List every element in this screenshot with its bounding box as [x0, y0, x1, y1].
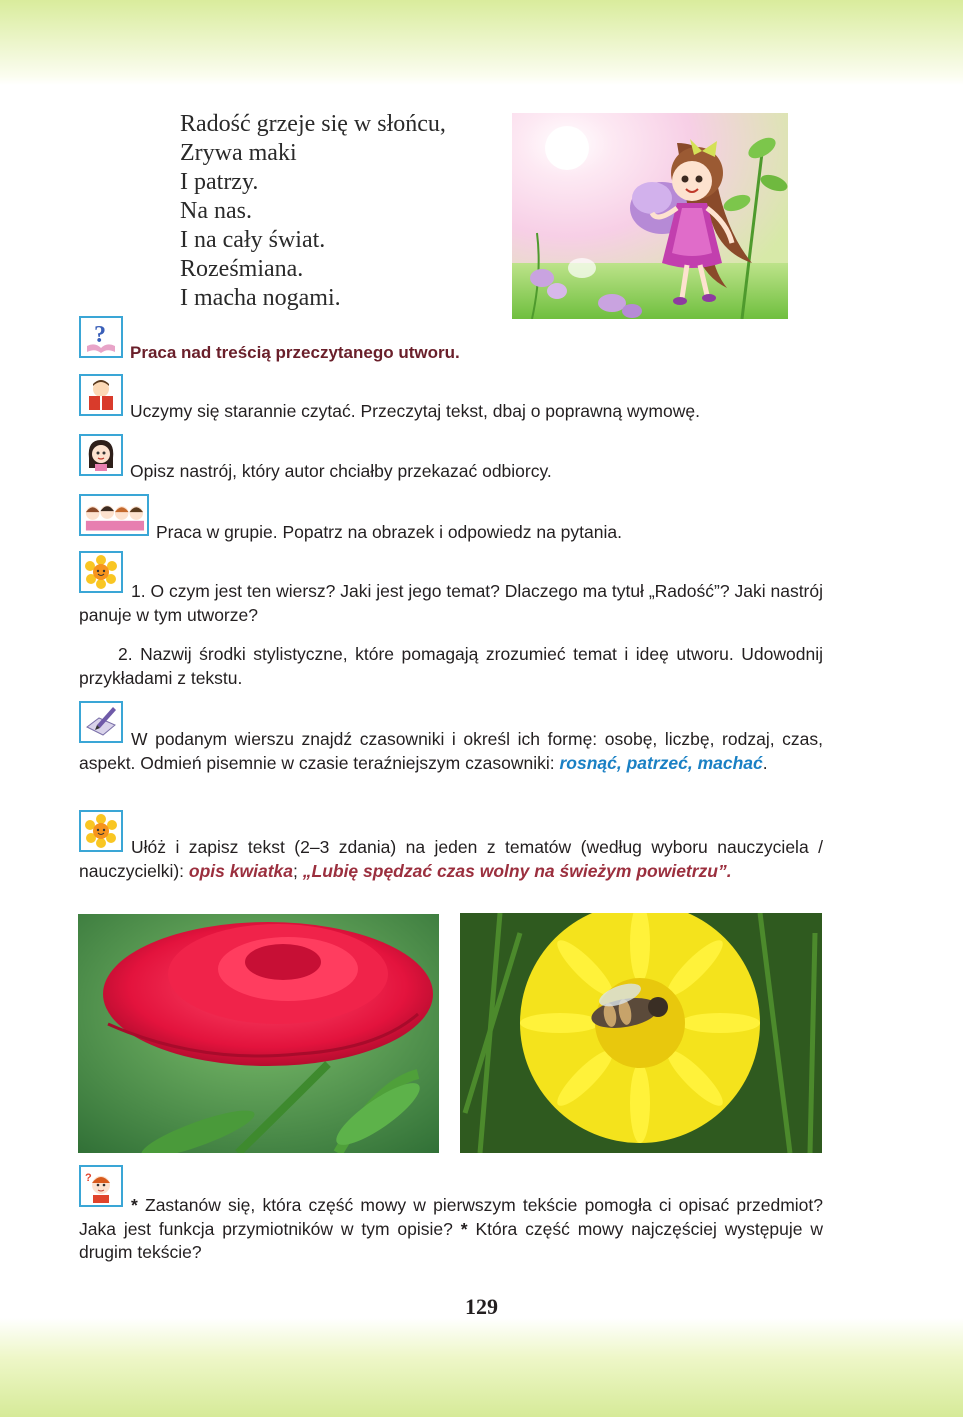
topic-separator: ;	[293, 860, 298, 881]
topic-2: „Lubię spędzać czas wolny na świeżym powietrzu”	[302, 860, 727, 881]
compose-end: .	[726, 860, 732, 881]
reading-boy-icon	[79, 374, 123, 416]
poem-line: I na cały świat.	[180, 227, 326, 253]
poem-line: Roześmiana.	[180, 256, 304, 282]
task-compose-text: Ułóż i zapisz tekst (2–3 zdania) na jeden z tematów (według wyboru nauczyciela / nauczycielki):	[79, 837, 823, 881]
question-1: 1. O czym jest ten wiersz? Jaki jest jego temat? Dlaczego ma tytuł „Radość”? Jaki nastrój panuje w tym utworze?	[79, 581, 823, 625]
page-number: 129	[465, 1294, 498, 1319]
verbs-highlight: rosnąć, patrzeć, machać	[559, 752, 763, 773]
final-text-2: Która część mowy najczęściej występuje w drugim tekście?	[79, 1218, 823, 1263]
question-book-icon	[79, 316, 123, 358]
poem	[180, 110, 446, 313]
girl-face-icon	[79, 434, 123, 476]
svg-text:?: ?	[94, 322, 106, 348]
section-heading: Praca nad treścią przeczytanego utworu.	[130, 343, 460, 362]
poem-line: Na nas.	[180, 198, 252, 224]
fairy-illustration	[512, 113, 788, 319]
poem-line: Radość grzeje się w słońcu,	[180, 111, 446, 137]
task-verbs	[79, 728, 823, 775]
bottom-band	[0, 1318, 963, 1417]
poem-line: I patrzy.	[180, 169, 259, 195]
task-read: Uczymy się starannie czytać. Przeczytaj tekst, dbaj o poprawną wymowę.	[130, 401, 700, 421]
task-verbs-text: W podanym wierszu znajdź czasowniki i określ ich formę: osobę, liczbę, rodzaj, czas, aspekt. Odmień pisemnie w czasie teraźniejszym czasowniki:	[79, 729, 823, 773]
peony-photo	[78, 914, 439, 1153]
star-marker: *	[131, 1195, 138, 1215]
topic-1: opis kwiatka	[188, 860, 293, 881]
star-marker: *	[460, 1218, 468, 1239]
task-mood: Opisz nastrój, który autor chciałby przekazać odbiorcy.	[130, 461, 552, 481]
poem-line: I macha nogami.	[180, 285, 341, 311]
task-final	[79, 1194, 823, 1265]
dandelion-photo	[460, 913, 822, 1153]
top-band	[0, 0, 963, 85]
svg-text:?: ?	[85, 1172, 92, 1184]
final-text-1: Zastanów się, która część mowy w pierwszym tekście pomogła ci opisać przedmiot? Jaka jest funkcja przymiotników w tym opisie?	[79, 1195, 824, 1239]
verbs-end: .	[762, 752, 768, 773]
question-2: 2. Nazwij środki stylistyczne, które pomagają zrozumieć temat i ideę utworu. Udowodnij przykładami z tekstu.	[79, 644, 823, 688]
group-children-icon	[79, 494, 149, 536]
poem-line: Zrywa maki	[180, 140, 297, 166]
task-compose	[79, 836, 823, 883]
task-group: Praca w grupie. Popatrz na obrazek i odpowiedz na pytania.	[156, 522, 622, 542]
